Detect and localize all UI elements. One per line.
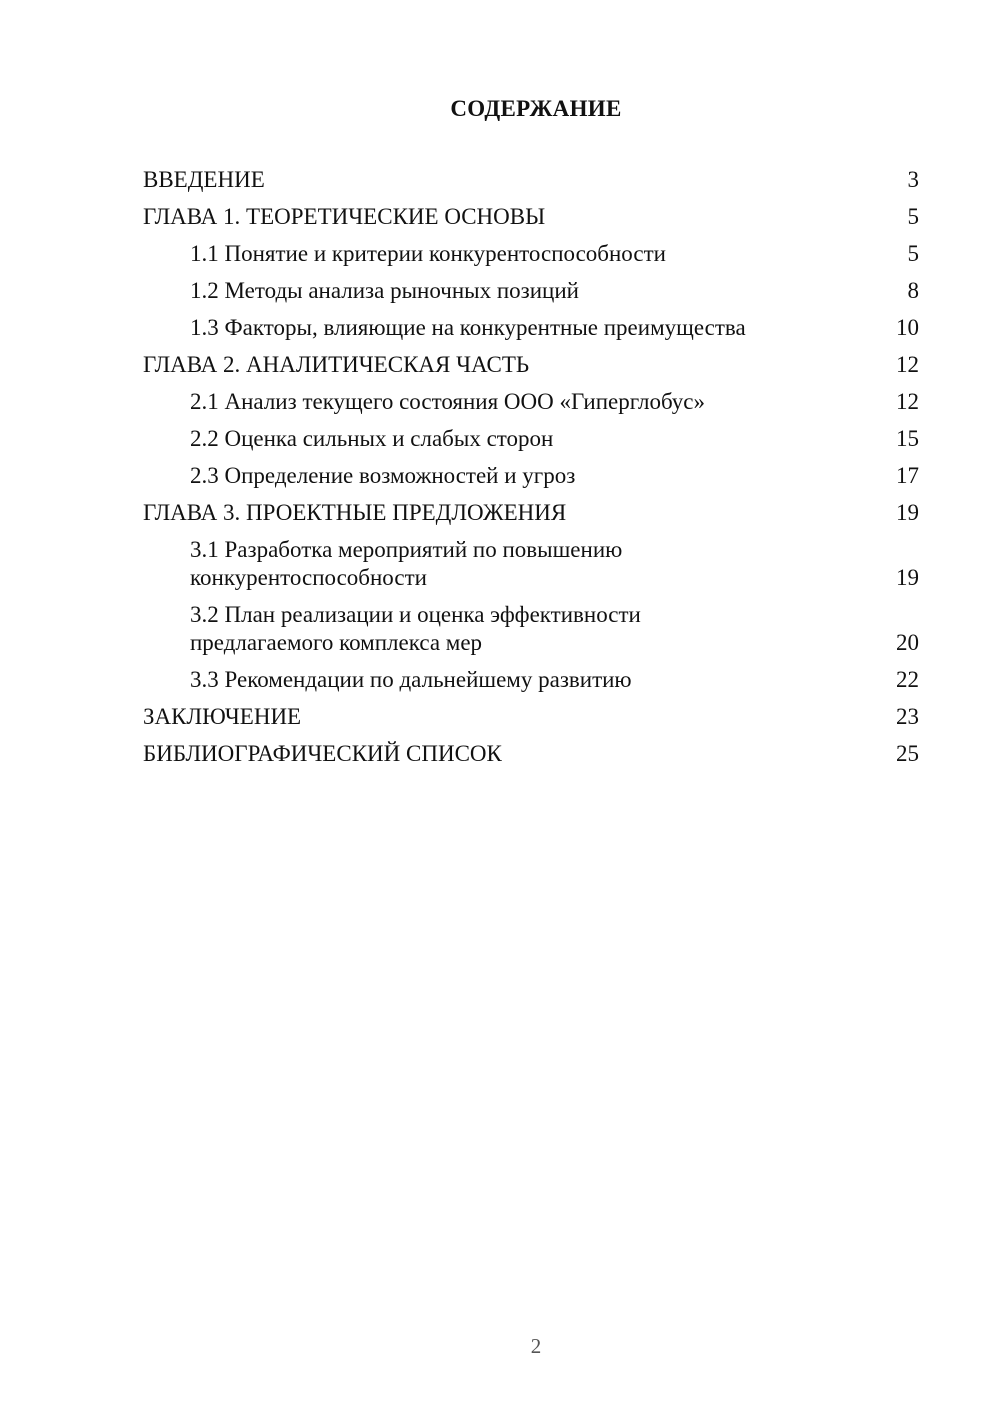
toc-entry-label: ГЛАВА 2. АНАЛИТИЧЕСКАЯ ЧАСТЬ	[143, 352, 530, 377]
toc-entry[interactable]	[143, 351, 919, 379]
toc-entry[interactable]	[143, 601, 919, 657]
toc-entry-label: ГЛАВА 1. ТЕОРЕТИЧЕСКИЕ ОСНОВЫ	[143, 204, 546, 229]
toc-entry-page: 25	[896, 741, 919, 766]
toc-entry-page: 19	[896, 500, 919, 525]
toc-entry-label: БИБЛИОГРАФИЧЕСКИЙ СПИСОК	[143, 741, 502, 766]
toc-entry-label: 1.1 Понятие и критерии конкурентоспособности	[190, 241, 666, 266]
toc-entry-page: 8	[907, 278, 919, 303]
toc-entry-label: 2.1 Анализ текущего состояния ООО «Гиперглобус»	[190, 389, 706, 414]
toc-entry[interactable]	[143, 425, 919, 453]
toc-entry[interactable]	[143, 203, 919, 231]
toc-entry-page: 5	[907, 204, 919, 229]
table-of-contents	[143, 166, 919, 777]
toc-entry-page: 12	[896, 389, 919, 414]
toc-entry-label: ГЛАВА 3. ПРОЕКТНЫЕ ПРЕДЛОЖЕНИЯ	[143, 500, 567, 525]
toc-entry-label: 2.2 Оценка сильных и слабых сторон	[190, 426, 554, 451]
toc-entry[interactable]	[143, 703, 919, 731]
toc-entry-page: 3	[907, 167, 919, 192]
toc-entry-page: 23	[896, 704, 919, 729]
toc-entry-page: 5	[907, 241, 919, 266]
toc-entry-page: 22	[896, 667, 919, 692]
toc-entry[interactable]	[143, 740, 919, 768]
toc-entry[interactable]	[143, 166, 919, 194]
toc-entry-label: ЗАКЛЮЧЕНИЕ	[143, 704, 302, 729]
toc-entry-label: 3.3 Рекомендации по дальнейшему развитию	[190, 667, 632, 692]
toc-entry[interactable]	[143, 277, 919, 305]
toc-entry-page: 20	[896, 630, 919, 655]
toc-entry[interactable]	[143, 314, 919, 342]
toc-entry-page: 10	[896, 315, 919, 340]
toc-entry-page: 12	[896, 352, 919, 377]
toc-entry[interactable]	[143, 462, 919, 490]
toc-entry[interactable]	[143, 240, 919, 268]
toc-entry-page: 17	[896, 463, 919, 488]
page-title: СОДЕРЖАНИЕ	[450, 96, 622, 121]
toc-entry-label: 3.1 Разработка мероприятий по повышению конкурентоспособности	[190, 537, 623, 590]
toc-entry-label: 1.3 Факторы, влияющие на конкурентные преимущества	[190, 315, 746, 340]
page-number: 2	[530, 1334, 542, 1358]
toc-entry[interactable]	[143, 499, 919, 527]
toc-entry[interactable]	[143, 388, 919, 416]
toc-entry[interactable]	[143, 666, 919, 694]
toc-entry-label: ВВЕДЕНИЕ	[143, 167, 265, 192]
toc-entry-label: 2.3 Определение возможностей и угроз	[190, 463, 576, 488]
toc-entry[interactable]	[143, 536, 919, 592]
toc-entry-label: 3.2 План реализации и оценка эффективности предлагаемого комплекса мер	[190, 602, 641, 655]
toc-entry-page: 19	[896, 565, 919, 590]
toc-entry-page: 15	[896, 426, 919, 451]
toc-entry-label: 1.2 Методы анализа рыночных позиций	[190, 278, 579, 303]
